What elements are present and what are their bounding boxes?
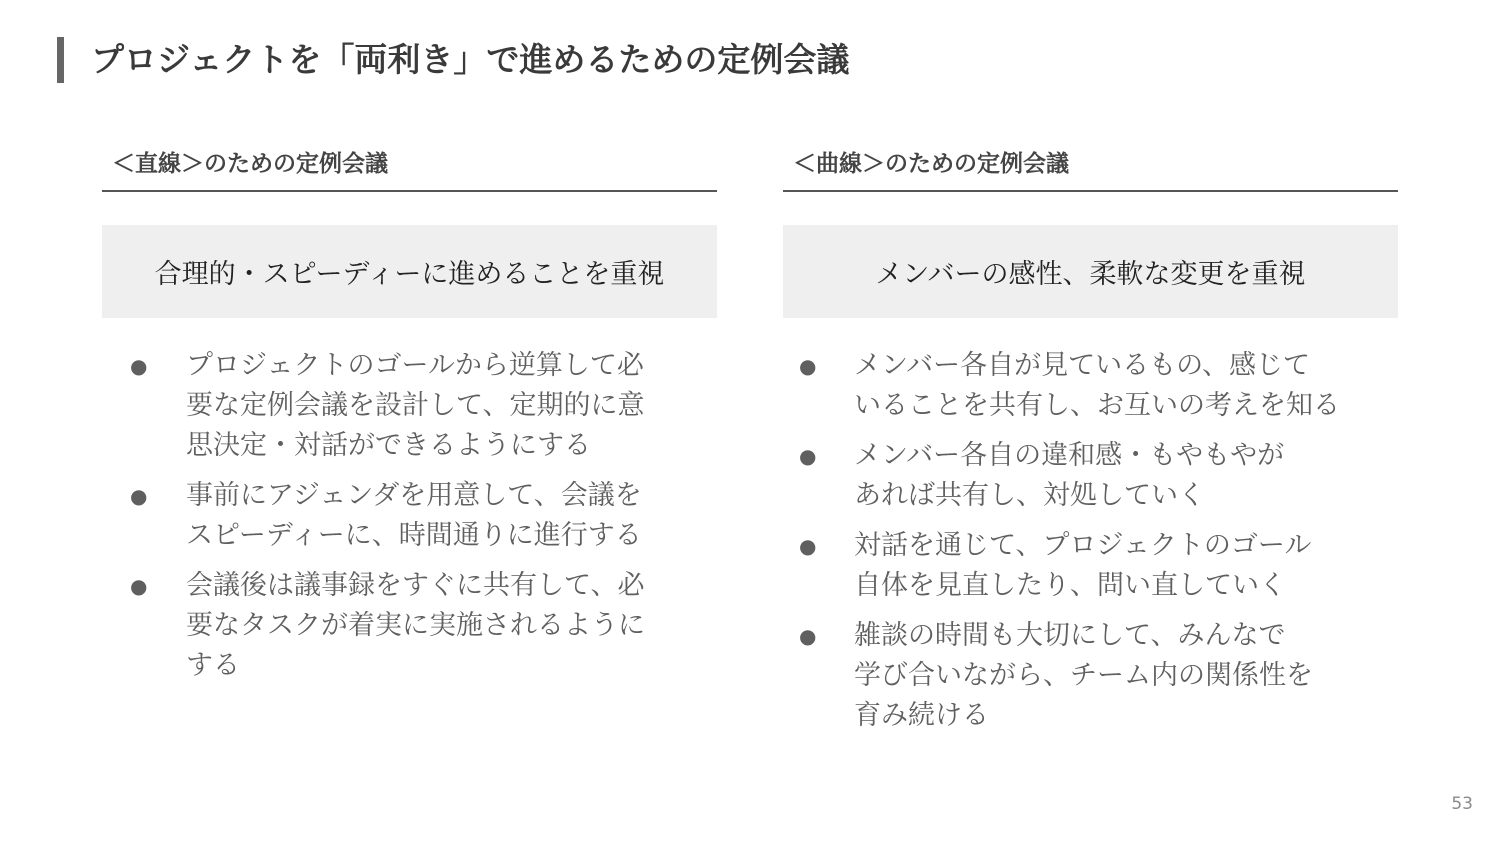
bullet-icon: ●	[799, 534, 817, 558]
emphasis-box	[102, 225, 717, 318]
list-item	[783, 436, 1398, 516]
bullet-icon: ●	[799, 624, 817, 648]
bullet-icon: ●	[799, 354, 817, 378]
emphasis-text: メンバーの感性、柔軟な変更を重視	[875, 259, 1306, 290]
bullet-text: 雑談の時間も大切にして、みんなで 学び合いながら、チーム内の関係性を 育み続ける	[854, 620, 1313, 731]
emphasis-box	[783, 225, 1398, 318]
title-accent-bar	[57, 37, 64, 83]
bullet-text: プロジェクトのゴールから逆算して必 要な定例会議を設計して、定期的に意 思決定・対話ができるようにする	[186, 350, 645, 461]
bullet-text: 事前にアジェンダを用意して、会議を スピーディーに、時間通りに進行する	[186, 480, 642, 551]
bullet-text: メンバー各自が見ているもの、感じて いることを共有し、お互いの考えを知る	[854, 350, 1340, 421]
column-heading: ＜曲線＞のための定例会議	[783, 147, 1398, 192]
page-number: 53	[1451, 794, 1473, 814]
bullet-icon: ●	[130, 574, 148, 598]
column-curved	[783, 147, 1398, 746]
column-linear	[102, 147, 717, 696]
column-heading: ＜直線＞のための定例会議	[102, 147, 717, 192]
list-item	[102, 476, 717, 556]
bullet-text: 対話を通じて、プロジェクトのゴール 自体を見直したり、問い直していく	[854, 530, 1312, 601]
list-item	[783, 616, 1398, 736]
bullet-text: メンバー各自の違和感・もやもやが あれば共有し、対処していく	[854, 440, 1285, 511]
emphasis-text: 合理的・スピーディーに進めることを重視	[154, 259, 665, 290]
list-item	[102, 566, 717, 686]
bullet-list	[783, 346, 1398, 736]
bullet-icon: ●	[799, 444, 817, 468]
slide-title: プロジェクトを「両利き」で進めるための定例会議	[91, 40, 850, 79]
bullet-list	[102, 346, 717, 686]
list-item	[783, 346, 1398, 426]
list-item	[783, 526, 1398, 606]
list-item	[102, 346, 717, 466]
bullet-text: 会議後は議事録をすぐに共有して、必 要なタスクが着実に実施されるように する	[186, 570, 645, 681]
bullet-icon: ●	[130, 484, 148, 508]
bullet-icon: ●	[130, 354, 148, 378]
